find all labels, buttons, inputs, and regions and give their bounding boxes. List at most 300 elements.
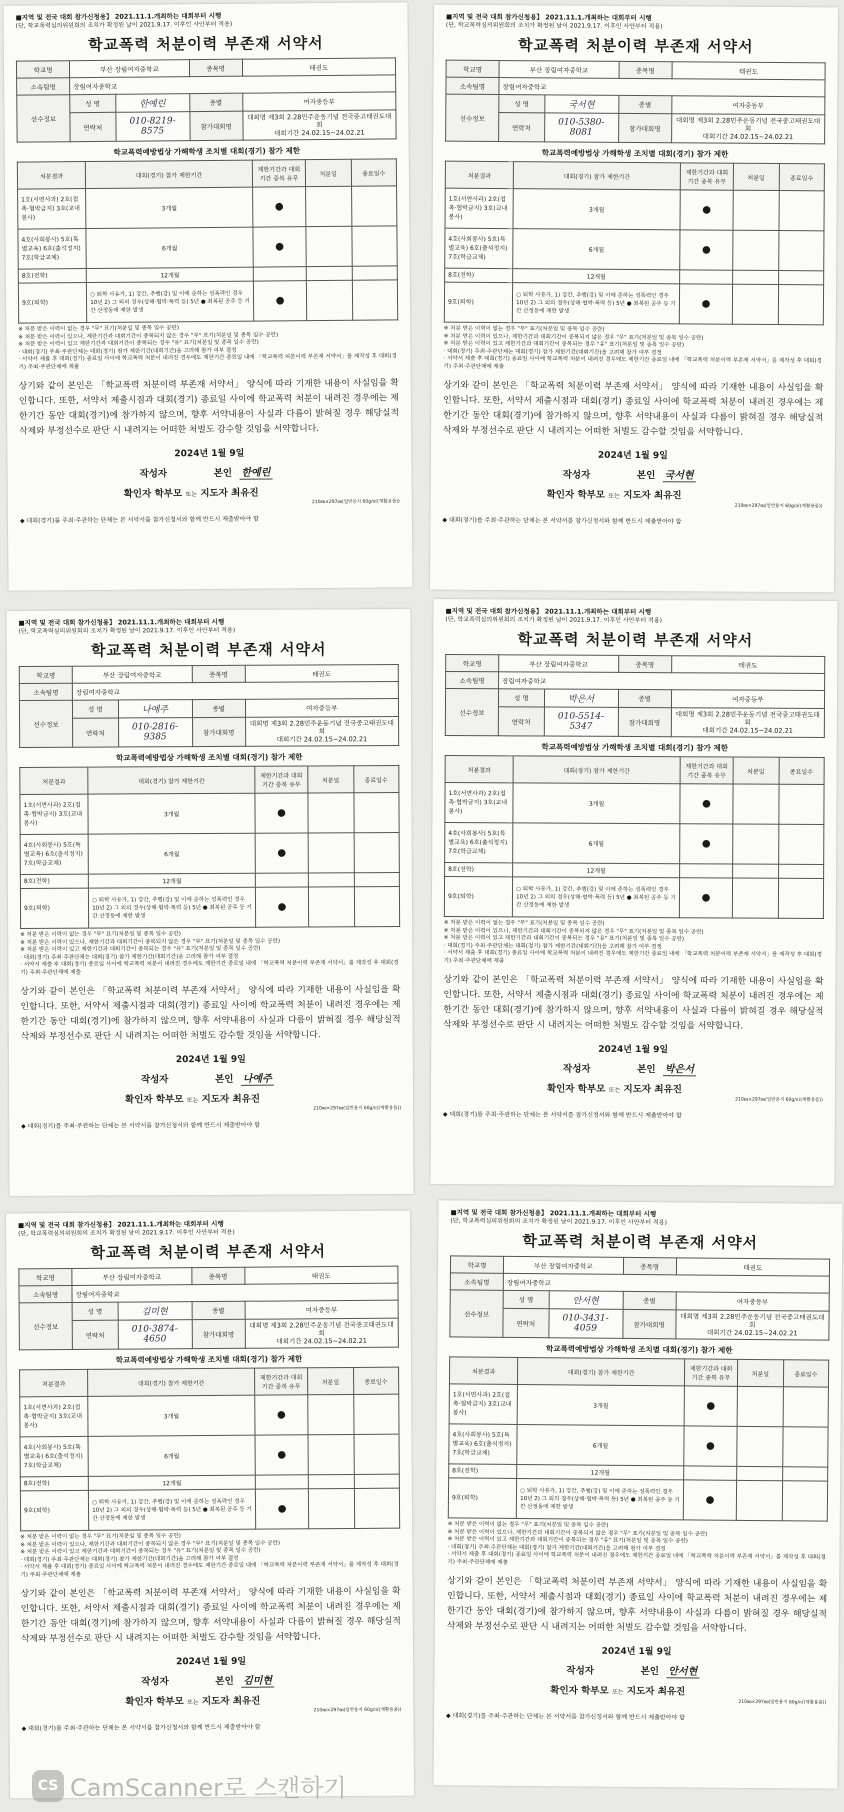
disposal-date-cell — [733, 864, 779, 878]
limits-title: 학교폭력예방법상 가해학생 조치별 대회(경기) 참가 제한 — [115, 752, 303, 763]
penalty-cell: 8호(전학) — [20, 1476, 88, 1490]
overlap-mark: ● — [253, 227, 306, 267]
penalty-cell: 9호(퇴학) — [444, 877, 512, 917]
instructor-name: 최유진 — [232, 1695, 261, 1707]
competition-value — [245, 717, 399, 747]
limits-header: 처분결과 — [20, 1369, 88, 1396]
end-days-cell — [782, 1427, 828, 1467]
school-value: 부산 장림여자중학교 — [499, 61, 619, 79]
player-name — [549, 1291, 623, 1310]
player-info-label: 선수정보 — [450, 1290, 503, 1337]
limits-row — [20, 833, 399, 875]
overlap-mark: ● — [253, 187, 306, 227]
limits-header: 처분일 — [305, 159, 351, 186]
self-label: 본인 — [215, 1675, 234, 1687]
limits-header: 대회(경기) 참가 제한기간 — [88, 1368, 255, 1396]
period-cell: 3개월 — [513, 783, 680, 824]
confirmer-label: 확인자 — [546, 1083, 575, 1095]
instructor-name: 최유진 — [654, 1084, 682, 1096]
competition-value — [671, 708, 825, 738]
division-label: 종별 — [192, 699, 245, 717]
team-label: 소속팀명 — [446, 672, 499, 689]
guardian-label: 학부모 — [577, 489, 606, 501]
competition-label: 참가대회명 — [618, 707, 671, 736]
period-cell: 12개월 — [513, 863, 680, 878]
document-title: 학교폭력 처분이력 부존재 서약서 — [87, 33, 324, 55]
event-label: 종목명 — [619, 61, 672, 78]
penalty-cell: 1호(서면사과) 2호(접촉·협박금지) 3호(교내봉사) — [20, 794, 88, 834]
instructor-name: 최유진 — [654, 490, 682, 502]
writer-label: 작성자 — [141, 1676, 169, 1688]
sign-date: 2024년 1월 9일 — [175, 1054, 246, 1066]
division-label: 종별 — [189, 93, 242, 111]
disposal-date-cell — [733, 784, 779, 824]
notes-block — [20, 1532, 400, 1580]
limits-body — [444, 783, 824, 919]
or-label: 또는 — [187, 1699, 199, 1707]
penalty-cell: 9호(퇴학) — [18, 283, 87, 324]
period-cell: 6개월 — [88, 833, 255, 874]
limits-row — [20, 793, 399, 835]
overlap-mark: ● — [680, 190, 733, 230]
player-phone-handwritten: 010-2816-9385 — [132, 722, 179, 743]
instructor-name: 최유진 — [231, 487, 259, 499]
writer-line — [21, 1069, 401, 1087]
header-notice: ■지역 및 전국 대회 참가신청용】 2021.11.1.개최하는 대회부터 시행 — [445, 12, 652, 23]
period-cell: 3개월 — [517, 1384, 684, 1425]
player-name-handwritten: 한예린 — [139, 99, 166, 110]
division-value: 여자중등부 — [671, 690, 824, 709]
pledge-body: 상기와 같이 본인은 「학교폭력 처분이력 부존재 서약서」 양식에 따라 기재한 내용이 사실임을 확인합니다. 또한, 서약서 제출시점과 대회(경기) 종료일 사이에 학교폭력 처분이 내려진 경우에는 제한기간 동안 대회(경기)에 참가하지 않으며, 향후 서약내용이 사실과 다름이 밝혀질 경우 해당실적 삭제와 부정선수로 판단 시 내려지는 어떠한 처벌도 감수할 것임을 서약합니다. — [18, 378, 400, 437]
info-table — [449, 1255, 830, 1340]
note-line: ※ 처분 받은 이력이 있고 제한기간과 대회기간이 중복되는 경우 "유" 표기(처분일 및 종목 일수 공란) — [20, 1547, 261, 1556]
info-table — [445, 60, 826, 145]
penalty-cell: 1호(서면사과) 2호(접촉·협박금지) 3호(교내봉사) — [449, 1384, 518, 1425]
limits-header: 처분결과 — [17, 162, 85, 190]
end-days-cell — [782, 1481, 828, 1521]
competition-period: 대회기간 24.02.15~24.02.21 — [276, 1336, 367, 1346]
name-label: 성 명 — [503, 1290, 549, 1308]
limits-header: 대회(경기) 참가 제한기간 — [513, 162, 680, 190]
event-label: 종목명 — [623, 1257, 676, 1274]
limits-table — [17, 158, 398, 323]
period-cell: 12개월 — [517, 1464, 684, 1479]
end-days-cell — [778, 271, 824, 285]
name-label: 성 명 — [499, 689, 545, 707]
limits-row — [18, 280, 397, 323]
team-label: 소속팀명 — [19, 1285, 72, 1302]
period-cell: 12개월 — [89, 1475, 256, 1490]
overlap-mark — [255, 873, 308, 887]
team-value: 장림여자중학교 — [499, 78, 825, 97]
limits-row — [444, 282, 823, 325]
school-label: 학교명 — [19, 1268, 72, 1285]
overlap-mark: ● — [684, 1386, 737, 1426]
limits-header: 처분결과 — [445, 161, 513, 188]
document-title: 학교폭력 처분이력 부존재 서약서 — [522, 1231, 759, 1253]
player-name — [544, 689, 618, 707]
limits-header: 제한기간과 대회기간 중복 유무 — [680, 757, 733, 784]
overlap-mark: ● — [683, 1480, 736, 1520]
paper-size-note: 210㎜×297㎜(일반용지 60g/㎡(재활용품)) — [734, 503, 823, 510]
confirmer-label: 확인자 — [123, 488, 152, 500]
note-line: · 서약서 제출 후 대회(경기) 종료일 사이에 학교폭력 처분이 내려진 경우에도 제한기간 종료일 내에 「학교폭력 처분이력 부존재 서약서」를 제작성 후 대회(경기) 주최·주관단체에 제출 — [18, 353, 397, 371]
overlap-mark: ● — [255, 793, 308, 833]
penalty-cell: 9호(퇴학) — [20, 1490, 88, 1530]
end-days-cell — [354, 887, 400, 927]
event-value: 태권도 — [672, 62, 825, 80]
confirmer-label: 확인자 — [546, 489, 575, 501]
disposal-date-cell — [732, 284, 778, 324]
guardian-label: 학부모 — [577, 1083, 606, 1095]
limits-table — [444, 161, 825, 326]
confirmer-line — [443, 486, 823, 503]
end-days-cell — [783, 1387, 829, 1427]
self-label: 본인 — [640, 1666, 660, 1678]
end-days-cell — [354, 1434, 400, 1474]
player-info-label: 선수정보 — [17, 95, 70, 142]
note-line: · 서약서 제출 후 대회(경기) 종료일 사이에 학교폭력 처분이 내려진 경우에도 제한기간 종료일 내에 「학교폭력 처분이력 부존재 서약서」를 제작성 후 대회(경기) 주최·주관단체에 제출 — [20, 1561, 399, 1578]
note-line: ※ 처분 받은 이력이 있으나, 제한기간과 대회기간이 중복되지 않은 경우 "무" 표기(처분일 및 종목 일수 공란) — [20, 1540, 281, 1548]
header-notice: ■지역 및 전국 대회 참가신청용】 2021.11.1.개최하는 대회부터 시행 — [450, 1208, 657, 1219]
overlap-mark: ● — [255, 1435, 308, 1475]
competition-name: 대회명 제3회 2.28민주운동기념 전국중고태권도대회 — [675, 116, 821, 133]
limits-header: 제한기간과 대회기간 중복 유무 — [252, 160, 305, 187]
confirmer-label: 확인자 — [550, 1685, 578, 1697]
period-cell: 6개월 — [513, 229, 680, 270]
competition-name: 대회명 제3회 2.28민주운동기념 전국중고태권도대회 — [680, 1312, 825, 1330]
disposal-date-cell — [737, 1426, 783, 1466]
competition-period: 대회기간 24.02.15~24.02.21 — [702, 132, 794, 142]
end-days-cell — [354, 1474, 400, 1488]
limits-title: 학교폭력예방법상 가해학생 조치별 대회(경기) 참가 제한 — [545, 1344, 733, 1355]
limits-row — [445, 228, 824, 271]
end-days-cell — [782, 1467, 828, 1481]
end-days-cell — [778, 864, 824, 878]
player-phone-handwritten: 010-3874-4650 — [131, 1324, 178, 1345]
limits-header: 처분일 — [733, 757, 779, 784]
notes-block — [444, 920, 824, 967]
end-days-cell — [778, 285, 824, 325]
writer-label: 작성자 — [566, 1665, 595, 1677]
competition-period: 대회기간 24.02.15~24.02.21 — [706, 1328, 798, 1338]
end-days-cell — [351, 226, 397, 266]
competition-label: 참가대회명 — [192, 1319, 245, 1348]
sign-date: 2024년 1월 9일 — [598, 1044, 669, 1056]
or-label: 또는 — [608, 1086, 621, 1094]
writer-label: 작성자 — [562, 469, 591, 481]
disposal-date-cell — [733, 270, 779, 284]
end-days-cell — [778, 878, 824, 918]
self-signature: 한예린 — [239, 463, 272, 479]
event-label: 종목명 — [192, 665, 245, 682]
note-line: ※ 처분 받은 이력이 있고 제한기간과 대회기간이 중복되는 경우 "유" 표기(처분일 및 종목 일수 공란) — [443, 935, 685, 943]
note-line: · 서약서 제출 후 대회(경기) 종료일 사이에 학교폭력 처분이 내려진 경우에도 제한기간 종료일 내에 「학교폭력 처분이력 부존재 서약서」를 제작성 후 대회(경기) 주최·주관단체에 제출 — [447, 1551, 826, 1566]
writer-line — [443, 1059, 823, 1077]
writer-line — [443, 465, 823, 484]
overlap-mark: ● — [680, 824, 733, 864]
document-title: 학교폭력 처분이력 부존재 서약서 — [90, 640, 327, 660]
note-line: ※ 처분 받은 이력이 있으나, 제한기간과 대회기간이 중복되지 않은 경우 "무" 표기(처분일 및 종목 일수 공란) — [20, 938, 281, 946]
confirmer-label: 확인자 — [125, 1696, 153, 1708]
guardian-label: 학부모 — [155, 1094, 184, 1106]
note-line: · 대회(경기) 주최·주관단체는 대회(경기) 참가 제한기간(대회기간)을 고려해 참가 여부 결정 — [447, 1543, 666, 1552]
event-value: 태권도 — [242, 58, 396, 76]
confirmer-label: 확인자 — [125, 1094, 153, 1106]
header-notice: ■지역 및 전국 대회 참가신청용】 2021.11.1.개최하는 대회부터 시행 — [445, 607, 652, 617]
period-cell: 12개월 — [89, 873, 256, 888]
info-table — [445, 654, 825, 738]
end-days-cell — [354, 873, 400, 887]
limits-header: 처분결과 — [20, 767, 88, 794]
overlap-mark: ● — [255, 833, 308, 873]
note-line: ※ 처분 받은 이력이 있고 제한기간과 대회기간이 중복되는 경우 "유" 표기(처분일 및 종목 일수 공란) — [20, 945, 261, 953]
note-line: ※ 처분 받은 이력이 있으나, 제한기간과 대회기간이 중복되지 않은 경우 "무" 표기(처분일 및 종목 일수 공란) — [447, 1528, 708, 1538]
confirmer-line — [21, 1090, 401, 1106]
name-label: 성 명 — [72, 700, 118, 718]
pledge-body: 상기와 같이 본인은 「학교폭력 처분이력 부존재 서약서」 양식에 따라 기재한 내용이 사실임을 확인합니다. 또한, 서약서 제출시점과 대회(경기) 종료일 사이에 학교폭력 처분이 내려진 경우에는 제한기간 동안 대회(경기)에 참가하지 않으며, 향후 서약내용이 사실과 다름이 밝혀질 경우 해당실적 삭제와 부정선수로 판단 시 내려지는 어떠한 처벌도 감수할 것임을 서약합니다. — [443, 380, 824, 438]
limits-header: 종료일수 — [783, 1360, 829, 1387]
note-line: · 서약서 제출 후 대회(경기) 종료일 사이에 학교폭력 처분이 내려진 경우에도 제한기간 종료일 내에 「학교폭력 처분이력 부존재 서약서」를 제작성 후 대회(경기) 주최·주관단체에 제출 — [443, 355, 822, 370]
competition-name: 대회명 제3회 2.28민주운동기념 전국중고태권도대회 — [247, 112, 392, 130]
period-cell: 6개월 — [88, 1435, 255, 1476]
team-label: 소속팀명 — [19, 683, 72, 700]
self-signature: 박은서 — [663, 1060, 696, 1076]
name-label: 성 명 — [499, 95, 545, 113]
end-days-cell — [778, 191, 824, 231]
period-cell: ○ 퇴학 사유가, 1) 강간, 추행(강) 및 이에 준하는 성폭력인 경우 10년 2) 그 외의 경우(상해·협박·폭력 등) 5년 ● 최복된 공주 등 기간 산정동에 제한 발생 — [89, 1489, 256, 1530]
pledge-body: 상기와 같이 본인은 「학교폭력 처분이력 부존재 서약서」 양식에 따라 기재한 내용이 사실임을 확인합니다. 또한, 서약서 제출시점과 대회(경기) 종료일 사이에 학교폭력 처분이 내려진 경우에는 제한기간 동안 대회(경기)에 참가하지 않으며, 향후 서약내용이 사실과 다름이 밝혀질 경우 해당실적 삭제와 부정선수로 판단 시 내려지는 어떠한 처벌도 감수할 것임을 서약합니다. — [20, 1586, 401, 1645]
limits-header: 종료일수 — [351, 159, 397, 186]
team-value: 장림여자중학교 — [499, 672, 825, 691]
pledge-form-4 — [430, 599, 837, 1186]
limits-header: 처분일 — [308, 766, 354, 793]
document-title: 학교폭력 처분이력 부존재 서약서 — [90, 1242, 327, 1262]
overlap-mark — [680, 864, 733, 878]
instructor-label: 지도자 — [623, 489, 651, 502]
writer-label: 작성자 — [139, 468, 168, 480]
disposal-date-cell — [306, 266, 352, 280]
paper-size-note: 210㎜×297㎜(일반용지 60g/㎡(재활용품)) — [311, 499, 400, 506]
player-info-label: 선수정보 — [445, 689, 498, 736]
paper-size-note: 210㎜×297㎜(일반용지 60g/㎡(재활용품)) — [738, 1699, 827, 1706]
notes-block — [447, 1521, 827, 1569]
competition-value — [671, 114, 825, 144]
player-name — [544, 95, 618, 114]
limits-table — [444, 755, 825, 919]
instructor-label: 지도자 — [200, 487, 228, 500]
player-phone — [548, 1309, 622, 1339]
school-label: 학교명 — [19, 666, 72, 683]
penalty-cell: 9호(퇴학) — [448, 1478, 517, 1519]
disposal-date-cell — [733, 190, 779, 230]
contact-label: 연락처 — [72, 1320, 118, 1349]
note-line: · 대회(경기) 주최·주관단체는 대회(경기) 참가 제한기간(대회기간)을 고려해 참가 여부 결정 — [443, 942, 662, 950]
limits-row — [445, 188, 824, 231]
player-name-handwritten: 김미현 — [141, 1307, 168, 1318]
contact-label: 연락처 — [70, 112, 116, 141]
competition-name: 대회명 제3회 2.28민주운동기념 전국중고태권도대회 — [675, 710, 820, 727]
note-line: ※ 처분 받은 이력이 없는 경우 "무" 표기(처분일 및 종목 일수 공란) — [20, 1533, 181, 1541]
header-notice: ■지역 및 전국 대회 참가신청용】 2021.11.1.개최하는 대회부터 시행 — [15, 11, 222, 22]
limits-table — [448, 1356, 829, 1521]
player-info-label: 선수정보 — [19, 1302, 72, 1349]
player-phone-handwritten: 010-3431-4059 — [562, 1313, 609, 1334]
limits-body — [18, 186, 398, 323]
self-signature: 나예주 — [241, 1070, 274, 1086]
self-signature: 김미현 — [241, 1672, 274, 1688]
limits-row — [18, 226, 397, 269]
player-phone — [544, 113, 618, 143]
penalty-cell: 1호(서면사과) 2호(접촉·협박금지) 3호(교내봉사) — [445, 783, 513, 823]
watermark-text: CamScanner로 스캔하기 — [70, 1774, 347, 1802]
penalty-cell: 1호(서면사과) 2호(접촉·협박금지) 3호(교내봉사) — [20, 1396, 88, 1436]
guardian-label: 학부모 — [581, 1685, 609, 1697]
footnote: ◆ 대회(경기)를 주최·주관하는 단체는 본 서약서를 참가신청서와 함께 반드시 제출받아야 함 — [19, 515, 259, 525]
player-name-handwritten: 나예주 — [141, 705, 169, 716]
header-subnote: (단, 학교폭력심의위원회의 조치가 확정된 날이 2021.9.17. 이후인 사안부터 적용) — [15, 20, 233, 30]
pledge-form-2 — [430, 5, 838, 593]
disposal-date-cell — [736, 1480, 782, 1520]
name-label: 성 명 — [70, 94, 116, 112]
pledge-form-5 — [6, 1211, 414, 1799]
limits-body — [444, 188, 824, 325]
instructor-label: 지도자 — [626, 1685, 655, 1698]
competition-label: 참가대회명 — [622, 1309, 675, 1338]
pledge-body: 상기와 같이 본인은 「학교폭력 처분이력 부존재 서약서」 양식에 따라 기재한 내용이 사실임을 확인합니다. 또한, 서약서 제출시점과 대회(경기) 종료일 사이에 학교폭력 처분이 내려진 경우에는 제한기간 동안 대회(경기)에 참가하지 않으며, 향후 서약내용이 사실과 다름이 밝혀질 경우 해당실적 삭제와 부정선수로 판단 시 내려지는 어떠한 처벌도 감수할 것임을 서약합니다. — [446, 1576, 828, 1634]
player-phone — [544, 707, 618, 736]
end-days-cell — [352, 280, 398, 320]
note-line: ※ 처분 받은 이력이 없는 경우 "무" 표기(처분일 및 종목 일수 공란) — [20, 931, 181, 938]
header-subnote: (단, 학교폭력심의위원회의 조치가 확정된 날이 2021.9.17. 이후인 사안부터 적용) — [450, 1217, 667, 1227]
sign-date: 2024년 1월 9일 — [597, 450, 668, 462]
division-value: 여자중등부 — [245, 1300, 398, 1319]
disposal-date-cell — [308, 887, 354, 927]
self-label: 본인 — [215, 1073, 234, 1085]
header-subnote: (단, 학교폭력심의위원회의 조치가 확정된 날이 2021.9.17. 이후인 사안부터 적용) — [445, 21, 663, 31]
limits-body — [448, 1384, 828, 1521]
guardian-label: 학부모 — [156, 1696, 184, 1708]
disposal-date-cell — [308, 793, 354, 833]
limits-row — [448, 1478, 827, 1521]
competition-period: 대회기간 24.02.15~24.02.21 — [702, 726, 793, 735]
contact-label: 연락처 — [498, 707, 544, 736]
penalty-cell: 9호(퇴학) — [20, 888, 88, 928]
event-value: 태권도 — [671, 656, 824, 674]
division-label: 종별 — [623, 1291, 676, 1309]
penalty-cell: 4호(사회봉사) 5호(특별교육) 6호(출석정지) 7호(학급교체) — [449, 1424, 518, 1465]
period-cell: 12개월 — [513, 269, 680, 284]
player-phone — [118, 718, 192, 747]
note-line: · 서약서 제출 후 대회(경기) 종료일 사이에 학교폭력 처분이 내려진 경우에도 제한기간 종료일 내에 「학교폭력 처분이력 부존재 서약서」를 제작성 후 대회(경기) 주최·주관단체에 제출 — [20, 960, 399, 976]
pledge-body: 상기와 같이 본인은 「학교폭력 처분이력 부존재 서약서」 양식에 따라 기재한 내용이 사실임을 확인합니다. 또한, 서약서 제출시점과 대회(경기) 종료일 사이에 학교폭력 처분이 내려진 경우에는 제한기간 동안 대회(경기)에 참가하지 않으며, 향후 서약내용이 사실과 다름이 밝혀질 경우 해당실적 삭제와 부정선수로 판단 시 내려지는 어떠한 처벌도 감수할 것임을 서약합니다. — [20, 985, 401, 1042]
instructor-label: 지도자 — [201, 1695, 230, 1708]
sign-date: 2024년 1월 9일 — [176, 1656, 247, 1668]
pledge-form-3 — [6, 609, 413, 1196]
note-line: ※ 처분 받은 이력이 있으나, 제한기간과 대회기간이 중복되지 않은 경우 "무" 표기(처분일 및 종목 일수 공란) — [443, 333, 704, 341]
limits-header: 제한기간과 대회기간 중복 유무 — [684, 1359, 737, 1386]
note-line: ※ 처분 받은 이력이 없는 경우 "무" 표기(처분일 및 종목 일수 공란) — [443, 920, 605, 927]
self-label: 본인 — [637, 1064, 656, 1076]
notes-block — [443, 326, 823, 374]
player-info-label: 선수정보 — [19, 700, 72, 747]
overlap-mark: ● — [679, 284, 732, 324]
school-label: 학교명 — [446, 655, 499, 672]
pledge-body: 상기와 같이 본인은 「학교폭력 처분이력 부존재 서약서」 양식에 따라 기재한 내용이 사실임을 확인합니다. 또한, 서약서 제출시점과 대회(경기) 종료일 사이에 학교폭력 처분이 내려진 경우에는 제한기간 동안 대회(경기)에 참가하지 않으며, 향후 서약내용이 사실과 다름이 밝혀질 경우 해당실적 삭제와 부정선수로 판단 시 내려지는 어떠한 처벌도 감수할 것임을 서약합니다. — [443, 975, 824, 1032]
period-cell: ○ 퇴학 사유가, 1) 강간, 추행(강) 및 이에 준하는 성폭력인 경우 10년 2) 그 외의 경우(상해·협박·폭력 등) 5년 ● 최복된 공주 등 기간 산정동에 제한 발생 — [517, 1478, 684, 1519]
overlap-mark: ● — [253, 281, 306, 321]
writer-label: 작성자 — [563, 1063, 591, 1075]
limits-header: 대회(경기) 참가 제한기간 — [86, 160, 253, 188]
division-value: 여자중등부 — [671, 96, 824, 115]
overlap-mark: ● — [255, 1489, 308, 1529]
limits-row — [449, 1424, 828, 1467]
end-days-cell — [353, 793, 399, 833]
header-subnote: (단, 학교폭력심의위원회의 조치가 확정된 날이 2021.9.17. 이후인 사안부터 적용) — [445, 616, 663, 625]
competition-value — [245, 1318, 399, 1348]
info-table — [16, 57, 397, 142]
event-label: 종목명 — [189, 59, 242, 76]
event-value: 태권도 — [676, 1258, 830, 1276]
penalty-cell: 8호(전학) — [445, 268, 513, 282]
header-notice: ■지역 및 전국 대회 참가신청용】 2021.11.1.개최하는 대회부터 시행 — [18, 1219, 224, 1230]
period-cell: 6개월 — [517, 1424, 684, 1465]
overlap-mark: ● — [684, 1426, 737, 1466]
self-label: 본인 — [213, 467, 233, 479]
or-label: 또는 — [185, 491, 198, 499]
penalty-cell: 1호(서면사과) 2호(접촉·협박금지) 3호(교내봉사) — [445, 188, 513, 228]
player-name — [115, 94, 189, 113]
disposal-date-cell — [308, 1394, 354, 1434]
or-label: 또는 — [611, 1688, 624, 1696]
player-phone — [115, 112, 189, 142]
player-phone — [118, 1320, 192, 1350]
note-line: · 대회(경기) 주최·주관단체는 대회(경기) 참가 제한기간(대회기간)을 고려해 참가 여부 결정 — [18, 347, 237, 356]
limits-header: 대회(경기) 참가 제한기간 — [513, 756, 680, 784]
self-signature: 안서현 — [666, 1662, 699, 1678]
penalty-cell: 9호(퇴학) — [444, 282, 512, 322]
footnote: ◆ 대회(경기)를 주최·주관하는 단체는 본 서약서를 참가신청서와 함께 반드시 제출받아야 함 — [21, 1121, 261, 1130]
end-days-cell — [354, 833, 400, 873]
overlap-mark — [255, 1475, 308, 1489]
event-value: 태권도 — [244, 1266, 397, 1284]
camscanner-logo-icon: CS — [32, 1770, 64, 1802]
period-cell: 12개월 — [86, 267, 253, 282]
info-table — [18, 1266, 399, 1351]
limits-title: 학교폭력예방법상 가해학생 조치별 대회(경기) 참가 제한 — [115, 1354, 303, 1365]
writer-line — [19, 462, 399, 481]
paper-size-note: 210㎜×297㎜(일반용지 60g/㎡(재활용품)) — [735, 1097, 823, 1103]
limits-header: 처분결과 — [445, 756, 513, 783]
division-value: 여자중등부 — [242, 92, 396, 111]
penalty-cell: 4호(사회봉사) 5호(특별교육) 6호(출석정지) 7호(학급교체) — [20, 834, 88, 874]
document-title: 학교폭력 처분이력 부존재 서약서 — [517, 36, 754, 56]
penalty-cell: 4호(사회봉사) 5호(특별교육) 6호(출석정지) 7호(학급교체) — [445, 823, 513, 863]
limits-row — [445, 783, 824, 825]
team-label: 소속팀명 — [446, 77, 499, 94]
note-line: ※ 처분 받은 이력이 있으나, 제한기간과 대회기간이 중복되지 않은 경우 "무" 표기(처분일 및 종목 일수 공란) — [18, 331, 279, 341]
school-value: 부산 장림여자중학교 — [69, 60, 189, 78]
competition-period: 대회기간 24.02.15~24.02.21 — [274, 128, 365, 138]
limits-header: 종료일수 — [779, 164, 825, 191]
limits-header: 제한기간과 대회기간 중복 유무 — [255, 1368, 308, 1395]
penalty-cell: 8호(전학) — [18, 269, 86, 284]
limits-header: 처분일 — [733, 163, 779, 190]
limits-header: 처분일 — [308, 1367, 354, 1394]
limits-header: 대회(경기) 참가 제한기간 — [518, 1357, 685, 1385]
limits-header: 종료일수 — [353, 766, 399, 793]
note-line: ※ 처분 받은 이력이 없는 경우 "무" 표기(처분일 및 종목 일수 공란) — [443, 325, 605, 333]
